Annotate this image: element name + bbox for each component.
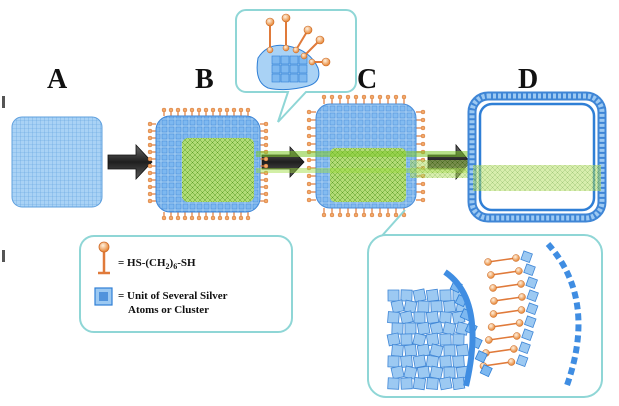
stage-label-d: D: [518, 64, 539, 95]
linker-mid: ): [169, 257, 174, 269]
particle-d: [472, 96, 602, 218]
silver-unit-icon: [95, 288, 112, 305]
linker-sub-2: 2: [165, 262, 170, 272]
stage-label-c: C: [357, 64, 378, 95]
legend-box: [80, 236, 292, 332]
arrow-a-b: [108, 145, 152, 179]
bottom-callout: [368, 210, 602, 397]
particle-b: [148, 108, 268, 220]
legend-silver-line1: = Unit of Several Silver: [118, 290, 228, 302]
linker-suffix: -SH: [177, 257, 196, 269]
linker-sub-6: 6: [173, 262, 178, 272]
stage-label-b: B: [195, 64, 214, 95]
edge-mark: [2, 250, 5, 262]
legend-silver-line2: Atoms or Cluster: [128, 303, 210, 316]
linker-prefix: = HS-(CH: [118, 257, 166, 269]
legend-silver-text: [118, 290, 228, 318]
particle-a: [12, 117, 102, 207]
stage-label-a: A: [47, 64, 68, 95]
legend-linker-text: [118, 257, 196, 272]
edge-mark: [2, 96, 5, 108]
